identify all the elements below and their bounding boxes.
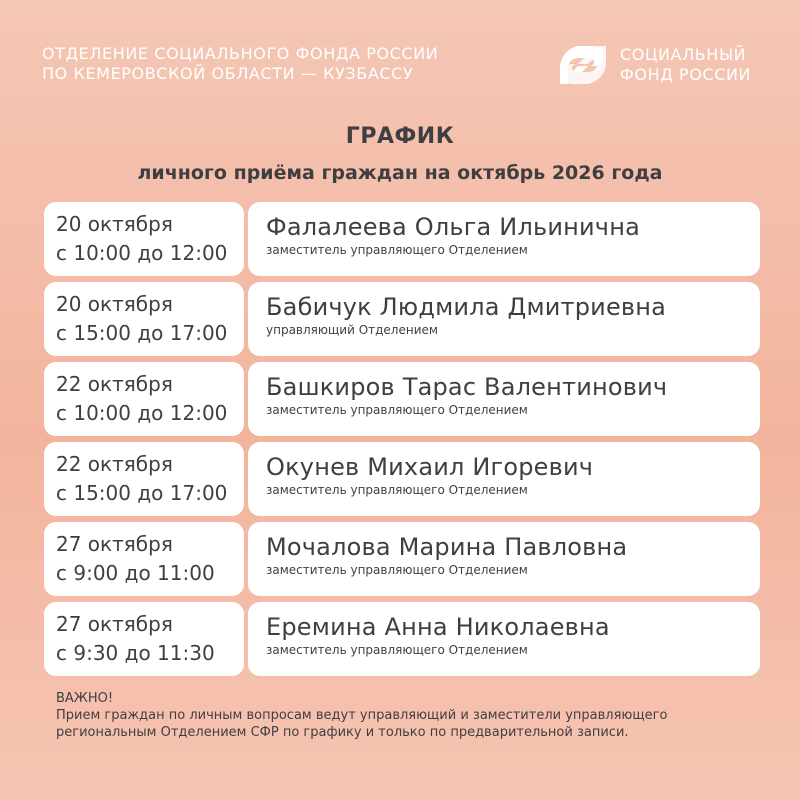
page-subtitle: личного приёма граждан на октябрь 2026 года (137, 162, 663, 184)
organization-line-2: ПО КЕМЕРОВСКОЙ ОБЛАСТИ — КУЗБАССУ (42, 64, 414, 83)
logo-line-1: СОЦИАЛЬНЫЙ (620, 45, 747, 64)
person-role: заместитель управляющего Отделением (266, 403, 528, 417)
date-cell (44, 282, 244, 356)
logo-text (620, 45, 751, 85)
date-label: 27 октября (56, 612, 173, 636)
person-cell (248, 282, 760, 356)
schedule-row (44, 362, 760, 436)
time-label: с 10:00 до 12:00 (56, 401, 228, 425)
organization-name (42, 44, 438, 84)
date-cell (44, 522, 244, 596)
sfr-logo (558, 42, 751, 88)
date-label: 22 октября (56, 452, 173, 476)
person-cell (248, 202, 760, 276)
person-name: Башкиров Тарас Валентинович (266, 373, 668, 401)
person-name: Еремина Анна Николаевна (266, 613, 610, 641)
schedule-row (44, 602, 760, 676)
person-name: Мочалова Марина Павловна (266, 533, 628, 561)
person-role: заместитель управляющего Отделением (266, 243, 528, 257)
date-label: 22 октября (56, 372, 173, 396)
time-label: с 10:00 до 12:00 (56, 241, 228, 265)
date-cell (44, 362, 244, 436)
time-label: с 9:30 до 11:30 (56, 641, 215, 665)
person-role: управляющий Отделением (266, 323, 438, 337)
schedule-row (44, 442, 760, 516)
person-role: заместитель управляющего Отделением (266, 643, 528, 657)
note-heading: ВАЖНО! (56, 691, 114, 706)
important-note (56, 690, 756, 741)
person-name: Бабичук Людмила Дмитриевна (266, 293, 667, 321)
time-label: с 15:00 до 17:00 (56, 321, 228, 345)
schedule-table (44, 202, 760, 682)
time-label: с 15:00 до 17:00 (56, 481, 228, 505)
organization-line-1: ОТДЕЛЕНИЕ СОЦИАЛЬНОГО ФОНДА РОССИИ (42, 44, 439, 63)
date-label: 20 октября (56, 292, 173, 316)
person-role: заместитель управляющего Отделением (266, 563, 528, 577)
person-cell (248, 522, 760, 596)
person-cell (248, 362, 760, 436)
schedule-row (44, 282, 760, 356)
schedule-row (44, 522, 760, 596)
person-cell (248, 602, 760, 676)
logo-line-2: ФОНД РОССИИ (620, 65, 752, 84)
date-cell (44, 442, 244, 516)
person-name: Фалалеева Ольга Ильинична (266, 213, 640, 241)
date-label: 27 октября (56, 532, 173, 556)
date-cell (44, 602, 244, 676)
schedule-row (44, 202, 760, 276)
note-line-2: региональным Отделением СФР по графику и только по предварительной записи. (56, 725, 629, 740)
sfr-logo-icon (558, 42, 608, 88)
note-line-1: Прием граждан по личным вопросам ведут управляющий и заместители управляющего (56, 708, 668, 723)
time-label: с 9:00 до 11:00 (56, 561, 215, 585)
person-name: Окунев Михаил Игоревич (266, 453, 594, 481)
date-cell (44, 202, 244, 276)
person-cell (248, 442, 760, 516)
page-title: ГРАФИК (345, 124, 455, 149)
person-role: заместитель управляющего Отделением (266, 483, 528, 497)
date-label: 20 октября (56, 212, 173, 236)
